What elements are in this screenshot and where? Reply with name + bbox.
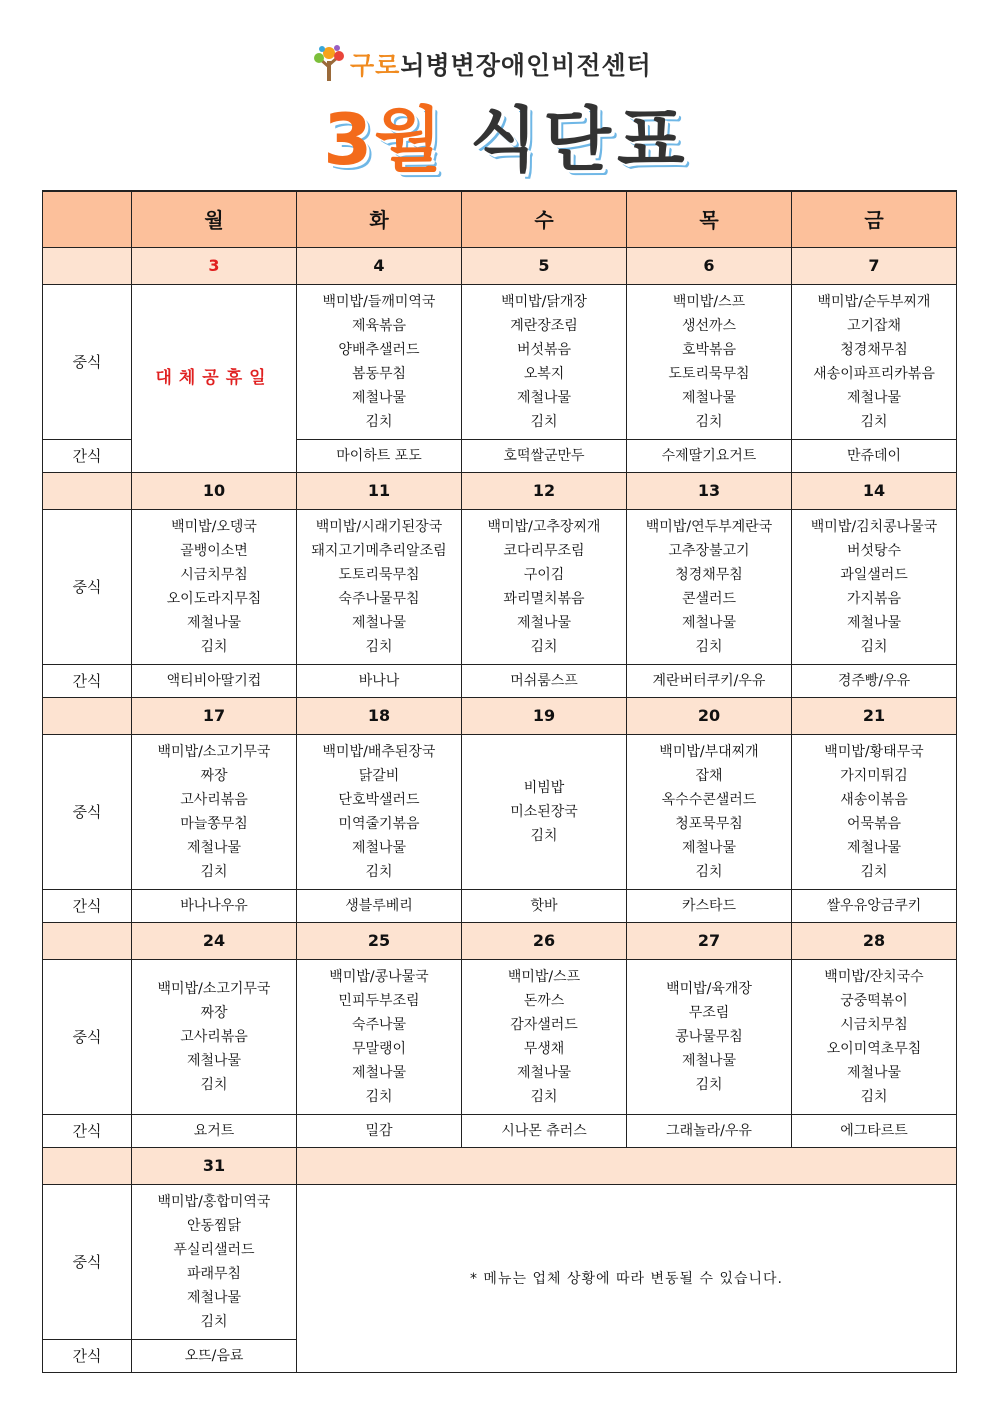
lunch-menu-cell — [462, 510, 627, 665]
menu-item: 백미밥/스프 — [672, 294, 746, 310]
menu-item: 김치 — [365, 414, 393, 430]
menu-table — [42, 190, 957, 1373]
menu-item: 김치 — [200, 639, 228, 655]
menu-item: 고사리볶음 — [180, 792, 248, 808]
menu-item: 청포묵무침 — [675, 816, 743, 832]
menu-item: 제철나물 — [681, 615, 737, 631]
date-row — [43, 1148, 957, 1185]
date-cell: 31 — [132, 1148, 297, 1185]
menu-item: 김치 — [860, 1089, 888, 1105]
menu-item: 오이미역초무침 — [826, 1041, 922, 1057]
menu-item: 제철나물 — [681, 1053, 737, 1069]
menu-item: 미역줄기볶음 — [338, 816, 420, 832]
snack-row — [43, 1115, 957, 1148]
snack-cell: 액티비아딸기컵 — [132, 665, 297, 698]
day-tue: 화 — [297, 191, 462, 248]
snack-cell: 바나나우유 — [132, 890, 297, 923]
org-name-part2: 뇌병변장애인비전센터 — [400, 51, 652, 80]
notice-cell — [297, 1185, 957, 1373]
page-title — [312, 88, 702, 180]
menu-item: 가지미튀김 — [840, 768, 908, 784]
menu-item: 백미밥/순두부찌개 — [817, 294, 931, 310]
menu-item: 제철나물 — [846, 390, 902, 406]
menu-item: 백미밥/부대찌개 — [659, 744, 759, 760]
menu-item: 백미밥/들깨미역국 — [322, 294, 436, 310]
snack-cell: 호떡쌀군만두 — [462, 440, 627, 473]
date-row-spacer — [43, 923, 132, 960]
menu-item: 과일샐러드 — [840, 567, 908, 583]
snack-cell: 에그타르트 — [792, 1115, 957, 1148]
menu-item: 백미밥/소고기무국 — [157, 744, 271, 760]
menu-item: 제철나물 — [351, 390, 407, 406]
lunch-menu-cell — [297, 510, 462, 665]
snack-label: 간식 — [43, 1340, 132, 1373]
menu-item: 제철나물 — [846, 615, 902, 631]
menu-item: 김치 — [365, 864, 393, 880]
menu-item: 백미밥/홍합미역국 — [157, 1194, 271, 1210]
snack-cell: 마이하트 포도 — [297, 440, 462, 473]
menu-item: 김치 — [695, 639, 723, 655]
date-cell: 13 — [627, 473, 792, 510]
menu-item: 무조림 — [688, 1005, 730, 1021]
tree-logo-icon — [312, 45, 346, 83]
menu-item: 제철나물 — [846, 840, 902, 856]
menu-item: 제철나물 — [681, 840, 737, 856]
menu-item: 미소된장국 — [510, 804, 578, 820]
date-row-spacer — [43, 698, 132, 735]
menu-item: 골뱅이소면 — [180, 543, 248, 559]
menu-item: 백미밥/고추장찌개 — [487, 519, 601, 535]
lunch-label: 중식 — [43, 1185, 132, 1340]
menu-item: 새송이볶음 — [840, 792, 908, 808]
menu-item: 제육볶음 — [351, 318, 407, 334]
menu-item: 제철나물 — [516, 1065, 572, 1081]
menu-item: 백미밥/오뎅국 — [171, 519, 257, 535]
date-row — [43, 473, 957, 510]
date-cell: 3 — [132, 248, 297, 285]
menu-item: 버섯볶음 — [516, 342, 572, 358]
menu-item: 제철나물 — [846, 1065, 902, 1081]
snack-cell: 그래놀라/우유 — [627, 1115, 792, 1148]
menu-item: 김치 — [530, 1089, 558, 1105]
day-fri: 금 — [792, 191, 957, 248]
menu-item: 민피두부조림 — [338, 993, 420, 1009]
lunch-menu-cell — [462, 960, 627, 1115]
snack-cell: 머쉬룸스프 — [462, 665, 627, 698]
menu-item: 옥수수콘샐러드 — [661, 792, 757, 808]
date-cell: 24 — [132, 923, 297, 960]
menu-item: 무말랭이 — [351, 1041, 407, 1057]
menu-item: 김치 — [200, 864, 228, 880]
lunch-menu-cell — [297, 285, 462, 440]
org-logo — [312, 44, 712, 84]
lunch-menu-cell — [792, 510, 957, 665]
lunch-menu-cell — [792, 735, 957, 890]
day-thu: 목 — [627, 191, 792, 248]
date-cell: 10 — [132, 473, 297, 510]
snack-cell: 시나몬 츄러스 — [462, 1115, 627, 1148]
lunch-menu-cell — [462, 735, 627, 890]
menu-item: 김치 — [200, 1077, 228, 1093]
menu-item: 백미밥/연두부계란국 — [645, 519, 773, 535]
menu-item: 봄동무침 — [351, 366, 407, 382]
snack-label: 간식 — [43, 1115, 132, 1148]
menu-item: 백미밥/닭개장 — [501, 294, 587, 310]
lunch-row — [43, 285, 957, 440]
menu-item: 김치 — [860, 639, 888, 655]
menu-item: 김치 — [695, 414, 723, 430]
org-name — [350, 46, 652, 82]
lunch-label: 중식 — [43, 510, 132, 665]
menu-item: 김치 — [200, 1314, 228, 1330]
menu-item: 김치 — [530, 828, 558, 844]
date-cell: 12 — [462, 473, 627, 510]
menu-item: 잡채 — [695, 768, 723, 784]
snack-cell: 만쥬데이 — [792, 440, 957, 473]
date-row-spacer — [43, 473, 132, 510]
lunch-label: 중식 — [43, 285, 132, 440]
date-cell: 11 — [297, 473, 462, 510]
menu-item: 돼지고기메추리알조림 — [311, 543, 447, 559]
date-cell: 4 — [297, 248, 462, 285]
menu-item: 양배추샐러드 — [338, 342, 420, 358]
menu-item: 돈까스 — [523, 993, 565, 1009]
menu-item: 도토리묵무침 — [338, 567, 420, 583]
date-row-spacer — [43, 1148, 132, 1185]
menu-item: 제철나물 — [186, 1290, 242, 1306]
menu-item: 김치 — [365, 1089, 393, 1105]
weekday-header-row — [43, 191, 957, 248]
menu-item: 김치 — [530, 414, 558, 430]
menu-item: 꽈리멸치볶음 — [503, 591, 585, 607]
lunch-menu-cell — [792, 960, 957, 1115]
menu-item: 구이김 — [523, 567, 565, 583]
corner-cell — [43, 191, 132, 248]
menu-item: 닭갈비 — [358, 768, 400, 784]
lunch-menu-cell — [132, 960, 297, 1115]
day-wed: 수 — [462, 191, 627, 248]
date-cell: 18 — [297, 698, 462, 735]
menu-item: 생선까스 — [681, 318, 737, 334]
menu-item: 콩나물무침 — [675, 1029, 743, 1045]
lunch-menu-cell — [297, 735, 462, 890]
menu-item: 콘샐러드 — [681, 591, 737, 607]
date-cell: 6 — [627, 248, 792, 285]
menu-item: 시금치무침 — [840, 1017, 908, 1033]
page-header — [0, 0, 992, 190]
org-name-part1: 구로 — [350, 51, 401, 80]
date-row — [43, 248, 957, 285]
snack-row — [43, 890, 957, 923]
menu-item: 제철나물 — [186, 615, 242, 631]
lunch-menu-cell — [297, 960, 462, 1115]
date-row — [43, 923, 957, 960]
menu-item: 새송이파프리카볶음 — [813, 366, 935, 382]
lunch-menu-cell — [132, 1185, 297, 1340]
menu-item: 김치 — [860, 414, 888, 430]
menu-item: 김치 — [695, 864, 723, 880]
menu-item: 백미밥/콩나물국 — [329, 969, 429, 985]
lunch-menu-cell — [627, 735, 792, 890]
menu-item: 백미밥/시래기된장국 — [315, 519, 443, 535]
menu-item: 숙주나물 — [351, 1017, 407, 1033]
menu-item: 푸실리샐러드 — [173, 1242, 255, 1258]
date-cell: 26 — [462, 923, 627, 960]
lunch-menu-cell — [627, 510, 792, 665]
title-month: 3월 — [323, 98, 444, 181]
menu-item: 백미밥/김치콩나물국 — [810, 519, 938, 535]
menu-item: 김치 — [860, 864, 888, 880]
menu-item: 궁중떡볶이 — [840, 993, 908, 1009]
menu-item: 안동찜닭 — [186, 1218, 242, 1234]
lunch-menu-cell — [627, 960, 792, 1115]
snack-cell: 쌀우유앙금쿠키 — [792, 890, 957, 923]
snack-row — [43, 665, 957, 698]
menu-item: 백미밥/육개장 — [666, 981, 752, 997]
menu-item: 제철나물 — [516, 390, 572, 406]
menu-item: 백미밥/배추된장국 — [322, 744, 436, 760]
date-cell: 19 — [462, 698, 627, 735]
snack-cell: 생블루베리 — [297, 890, 462, 923]
lunch-label: 중식 — [43, 735, 132, 890]
snack-cell: 요거트 — [132, 1115, 297, 1148]
menu-item: 코다리무조림 — [503, 543, 585, 559]
menu-item: 백미밥/잔치국수 — [824, 969, 924, 985]
menu-item: 마늘쫑무침 — [180, 816, 248, 832]
snack-cell: 경주빵/우유 — [792, 665, 957, 698]
snack-label: 간식 — [43, 440, 132, 473]
snack-cell: 수제딸기요거트 — [627, 440, 792, 473]
menu-item: 파래무침 — [186, 1266, 242, 1282]
menu-item: 시금치무침 — [180, 567, 248, 583]
lunch-menu-cell — [627, 285, 792, 440]
menu-item: 김치 — [530, 639, 558, 655]
day-mon: 월 — [132, 191, 297, 248]
menu-item: 청경채무침 — [840, 342, 908, 358]
date-cell: 27 — [627, 923, 792, 960]
snack-cell: 오뜨/음료 — [132, 1340, 297, 1373]
menu-item: 청경채무침 — [675, 567, 743, 583]
menu-item: 제철나물 — [186, 840, 242, 856]
menu-item: 김치 — [365, 639, 393, 655]
menu-item: 제철나물 — [681, 390, 737, 406]
date-cell: 20 — [627, 698, 792, 735]
menu-item: 고사리볶음 — [180, 1029, 248, 1045]
menu-item: 무생채 — [523, 1041, 565, 1057]
holiday-cell — [132, 285, 297, 473]
menu-item: 백미밥/황태무국 — [824, 744, 924, 760]
snack-cell: 핫바 — [462, 890, 627, 923]
menu-item: 비빔밥 — [523, 780, 565, 796]
date-cell: 7 — [792, 248, 957, 285]
date-cell: 5 — [462, 248, 627, 285]
menu-item: 짜장 — [200, 768, 228, 784]
date-cell: 17 — [132, 698, 297, 735]
menu-item: 제철나물 — [351, 840, 407, 856]
menu-item: 버섯탕수 — [846, 543, 902, 559]
date-cell: 14 — [792, 473, 957, 510]
date-row — [43, 698, 957, 735]
snack-cell: 카스타드 — [627, 890, 792, 923]
menu-item: 제철나물 — [516, 615, 572, 631]
snack-cell: 밀감 — [297, 1115, 462, 1148]
title-text: 식단표 — [469, 98, 691, 181]
lunch-row — [43, 735, 957, 890]
menu-item: 도토리묵무침 — [668, 366, 750, 382]
menu-item: 오복지 — [523, 366, 565, 382]
menu-item: 제철나물 — [351, 615, 407, 631]
lunch-label: 중식 — [43, 960, 132, 1115]
menu-item: 제철나물 — [186, 1053, 242, 1069]
menu-item: 숙주나물무침 — [338, 591, 420, 607]
menu-item: 계란장조림 — [510, 318, 578, 334]
menu-item: 오이도라지무침 — [166, 591, 262, 607]
snack-cell: 바나나 — [297, 665, 462, 698]
lunch-row — [43, 1185, 957, 1340]
menu-item: 백미밥/스프 — [507, 969, 581, 985]
snack-label: 간식 — [43, 665, 132, 698]
menu-item: 백미밥/소고기무국 — [157, 981, 271, 997]
date-cell: 21 — [792, 698, 957, 735]
menu-item: 단호박샐러드 — [338, 792, 420, 808]
date-row-spacer — [43, 248, 132, 285]
notice-text: * 메뉴는 업체 상황에 따라 변동될 수 있습니다. — [469, 1270, 784, 1287]
menu-item: 고추장불고기 — [668, 543, 750, 559]
menu-item: 어묵볶음 — [846, 816, 902, 832]
menu-item: 가지볶음 — [846, 591, 902, 607]
lunch-row — [43, 510, 957, 665]
menu-item: 고기잡채 — [846, 318, 902, 334]
lunch-row — [43, 960, 957, 1115]
date-row-empty — [297, 1148, 957, 1185]
menu-item: 감자샐러드 — [510, 1017, 578, 1033]
lunch-menu-cell — [792, 285, 957, 440]
menu-item: 짜장 — [200, 1005, 228, 1021]
snack-cell: 계란버터쿠키/우유 — [627, 665, 792, 698]
holiday-label: 대체공휴일 — [155, 368, 273, 388]
menu-item: 제철나물 — [351, 1065, 407, 1081]
menu-item: 호박볶음 — [681, 342, 737, 358]
date-cell: 25 — [297, 923, 462, 960]
lunch-menu-cell — [462, 285, 627, 440]
lunch-menu-cell — [132, 510, 297, 665]
menu-item: 김치 — [695, 1077, 723, 1093]
snack-label: 간식 — [43, 890, 132, 923]
date-cell: 28 — [792, 923, 957, 960]
lunch-menu-cell — [132, 735, 297, 890]
